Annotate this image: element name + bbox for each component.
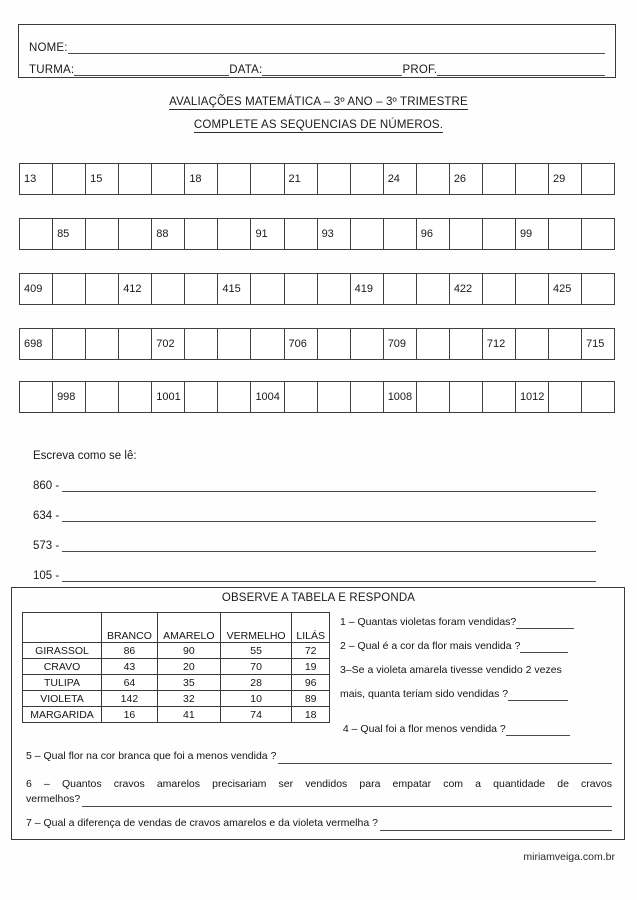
- sequence-blank-cell[interactable]: [582, 382, 614, 412]
- sequence-blank-cell[interactable]: [185, 382, 218, 412]
- sequence-blank-cell[interactable]: [53, 329, 86, 359]
- read-item-answer-rule[interactable]: [62, 509, 596, 522]
- sequence-blank-cell[interactable]: [351, 329, 384, 359]
- sequence-blank-cell[interactable]: [318, 164, 351, 194]
- sequence-blank-cell[interactable]: [86, 329, 119, 359]
- sequence-blank-cell[interactable]: [549, 329, 582, 359]
- table-question-2: [340, 639, 626, 653]
- sequence-blank-cell[interactable]: [318, 382, 351, 412]
- sequence-filled-cell: 1004: [251, 382, 284, 412]
- date-label: DATA:: [229, 64, 263, 76]
- table-cell: 86: [102, 643, 158, 659]
- read-item-number: 105 -: [33, 570, 60, 582]
- sequence-filled-cell: 1001: [152, 382, 185, 412]
- worksheet-title-text: AVALIAÇÕES MATEMÁTICA – 3º ANO – 3º TRIMESTRE: [169, 96, 468, 108]
- table-cell: 96: [292, 675, 330, 691]
- sequence-blank-cell[interactable]: [417, 164, 450, 194]
- read-item-answer-rule[interactable]: [62, 539, 596, 552]
- table-cell: 10: [220, 691, 292, 707]
- sequence-filled-cell: 26: [450, 164, 483, 194]
- sequence-row: [19, 273, 615, 305]
- sequence-filled-cell: 998: [53, 382, 86, 412]
- sequence-blank-cell[interactable]: [318, 274, 351, 304]
- table-question-4: [340, 722, 626, 736]
- table-cell: 55: [220, 643, 292, 659]
- sequence-filled-cell: 712: [483, 329, 516, 359]
- sequence-blank-cell[interactable]: [218, 219, 251, 249]
- sequence-blank-cell[interactable]: [384, 219, 417, 249]
- sequence-filled-cell: 706: [285, 329, 318, 359]
- sequence-blank-cell[interactable]: [285, 274, 318, 304]
- table-row-header: MARGARIDA: [23, 707, 102, 723]
- worksheet-subtitle-text: COMPLETE AS SEQUENCIAS DE NÚMEROS.: [193, 119, 444, 131]
- read-section-heading: Escreva como se lê:: [33, 450, 137, 462]
- sequence-blank-cell[interactable]: [549, 219, 582, 249]
- read-item-answer-rule[interactable]: [62, 569, 596, 582]
- sequence-blank-cell[interactable]: [417, 329, 450, 359]
- read-item-number: 634 -: [33, 510, 60, 522]
- sequence-row: [19, 328, 615, 360]
- sequence-blank-cell[interactable]: [53, 274, 86, 304]
- sequence-blank-cell[interactable]: [53, 164, 86, 194]
- sequence-filled-cell: 419: [351, 274, 384, 304]
- table-cell: 142: [102, 691, 158, 707]
- flower-table-body: [23, 643, 330, 723]
- sequence-row: [19, 218, 615, 250]
- sequence-filled-cell: 409: [20, 274, 53, 304]
- sequence-blank-cell[interactable]: [483, 274, 516, 304]
- sequence-blank-cell[interactable]: [582, 219, 614, 249]
- table-question-6: [26, 777, 612, 807]
- answer-blank[interactable]: [520, 641, 568, 653]
- question-text: 6 – Quantos cravos amarelos precisariam ser vendidos para empatar com a quantidade de cravos: [26, 778, 612, 790]
- name-input-rule[interactable]: [68, 41, 605, 54]
- worksheet-title: [0, 96, 637, 108]
- table-question-3-line1: [340, 663, 626, 677]
- sequence-blank-cell[interactable]: [483, 219, 516, 249]
- sequence-filled-cell: 99: [516, 219, 549, 249]
- sequence-blank-cell[interactable]: [516, 274, 549, 304]
- sequence-filled-cell: 91: [251, 219, 284, 249]
- date-input-rule[interactable]: [262, 63, 402, 76]
- read-item: [33, 569, 596, 582]
- sequence-filled-cell: 15: [86, 164, 119, 194]
- sequence-blank-cell[interactable]: [119, 219, 152, 249]
- read-item: [33, 539, 596, 552]
- table-cell: 32: [157, 691, 220, 707]
- sequence-filled-cell: 21: [285, 164, 318, 194]
- table-row-header: CRAVO: [23, 659, 102, 675]
- sequence-blank-cell[interactable]: [218, 329, 251, 359]
- table-header-row: [23, 613, 330, 643]
- sequence-filled-cell: 698: [20, 329, 53, 359]
- sequence-blank-cell[interactable]: [185, 219, 218, 249]
- sequence-blank-cell[interactable]: [251, 274, 284, 304]
- class-input-rule[interactable]: [74, 63, 229, 76]
- sequence-blank-cell[interactable]: [417, 274, 450, 304]
- table-cell: 35: [157, 675, 220, 691]
- sequence-blank-cell[interactable]: [450, 382, 483, 412]
- teacher-input-rule[interactable]: [437, 63, 605, 76]
- table-cell: 43: [102, 659, 158, 675]
- sequence-blank-cell[interactable]: [185, 329, 218, 359]
- sequence-blank-cell[interactable]: [516, 329, 549, 359]
- sequence-blank-cell[interactable]: [218, 164, 251, 194]
- sequence-filled-cell: 85: [53, 219, 86, 249]
- sequence-blank-cell[interactable]: [152, 274, 185, 304]
- sequence-blank-cell[interactable]: [351, 219, 384, 249]
- sequence-blank-cell[interactable]: [152, 164, 185, 194]
- table-cell: 20: [157, 659, 220, 675]
- table-row: [23, 707, 330, 723]
- table-question-5: [26, 749, 612, 764]
- sequence-blank-cell[interactable]: [351, 164, 384, 194]
- table-column-header: VERMELHO: [220, 613, 292, 643]
- sequence-filled-cell: 425: [549, 274, 582, 304]
- sequence-blank-cell[interactable]: [119, 164, 152, 194]
- question-text: 3–Se a violeta amarela tivesse vendido 2 vezes: [340, 664, 562, 676]
- name-row: [29, 32, 605, 54]
- table-column-header: AMARELO: [157, 613, 220, 643]
- sequence-blank-cell[interactable]: [119, 329, 152, 359]
- sequence-filled-cell: 412: [119, 274, 152, 304]
- table-cell: 64: [102, 675, 158, 691]
- sequence-filled-cell: 13: [20, 164, 53, 194]
- table-row-header: VIOLETA: [23, 691, 102, 707]
- question-text: 2 – Qual é a cor da flor mais vendida ?: [340, 640, 521, 652]
- question-text: 5 – Qual flor na cor branca que foi a menos vendida ?: [26, 750, 277, 762]
- sequence-filled-cell: 715: [586, 338, 605, 350]
- answer-blank[interactable]: [82, 795, 612, 807]
- sequence-blank-cell[interactable]: [351, 382, 384, 412]
- read-item-answer-rule[interactable]: [62, 479, 596, 492]
- table-cell: 89: [292, 691, 330, 707]
- table-row: [23, 691, 330, 707]
- table-row: [23, 659, 330, 675]
- sequence-blank-cell[interactable]: [218, 382, 251, 412]
- sequence-blank-cell[interactable]: [417, 382, 450, 412]
- sequence-blank-cell[interactable]: [450, 329, 483, 359]
- sequence-filled-cell: 1008: [384, 382, 417, 412]
- table-corner-cell: [23, 613, 102, 643]
- worksheet-subtitle: [0, 119, 637, 131]
- read-item-number: 573 -: [33, 540, 60, 552]
- table-cell: 41: [157, 707, 220, 723]
- flower-sales-table: [22, 612, 330, 723]
- sequence-filled-cell: 415: [218, 274, 251, 304]
- table-question-7: [26, 816, 612, 831]
- sequence-blank-cell[interactable]: [251, 164, 284, 194]
- sequence-blank-cell[interactable]: [20, 219, 53, 249]
- sequence-blank-cell[interactable]: [582, 164, 614, 194]
- read-item-number: 860 -: [33, 480, 60, 492]
- table-row: [23, 643, 330, 659]
- sequence-row: [19, 381, 615, 413]
- answer-blank[interactable]: [508, 689, 568, 701]
- table-cell: 16: [102, 707, 158, 723]
- answer-blank[interactable]: [380, 819, 612, 831]
- table-cell: 90: [157, 643, 220, 659]
- sequence-filled-cell: 1012: [516, 382, 549, 412]
- sequence-blank-cell[interactable]: [450, 219, 483, 249]
- table-row-header: TULIPA: [23, 675, 102, 691]
- table-column-header: LILÁS: [292, 613, 330, 643]
- sequence-blank-cell[interactable]: [20, 382, 53, 412]
- read-item: [33, 509, 596, 522]
- table-cell: 28: [220, 675, 292, 691]
- sequence-filled-cell: 702: [152, 329, 185, 359]
- table-cell: 74: [220, 707, 292, 723]
- sequence-blank-cell[interactable]: [285, 382, 318, 412]
- sequence-blank-cell[interactable]: [318, 329, 351, 359]
- sequence-filled-cell: 709: [384, 329, 417, 359]
- student-identity-box: [18, 24, 616, 78]
- sequence-row: [19, 163, 615, 195]
- sequence-blank-cell[interactable]: [549, 382, 582, 412]
- sequence-blank-cell[interactable]: [516, 164, 549, 194]
- question-text-cont: vermelhos?: [26, 793, 81, 805]
- class-label: TURMA:: [29, 64, 75, 76]
- table-section-title: OBSERVE A TABELA E RESPONDA: [221, 592, 416, 604]
- question-text: mais, quanta teriam sido vendidas ?: [340, 688, 509, 700]
- name-label: NOME:: [29, 42, 68, 54]
- question-text: 7 – Qual a diferença de vendas de cravos amarelos e da violeta vermelha ?: [26, 817, 378, 829]
- flower-table-head: [23, 613, 330, 643]
- sequence-blank-cell[interactable]: [483, 382, 516, 412]
- answer-blank[interactable]: [506, 724, 570, 736]
- table-cell: 19: [292, 659, 330, 675]
- sequence-filled-cell: 93: [318, 219, 351, 249]
- question-text: 4 – Qual foi a flor menos vendida ?: [340, 723, 506, 735]
- table-cell: 70: [220, 659, 292, 675]
- table-column-header: BRANCO: [102, 613, 158, 643]
- teacher-label: PROF.: [402, 64, 438, 76]
- table-cell: 18: [292, 707, 330, 723]
- sequence-blank-cell[interactable]: [251, 329, 284, 359]
- table-question-3-line2: [340, 687, 626, 701]
- sequence-blank-cell[interactable]: [285, 219, 318, 249]
- class-date-teacher-row: [29, 54, 605, 76]
- sequence-blank-cell[interactable]: [119, 382, 152, 412]
- sequence-blank-cell[interactable]: [86, 274, 119, 304]
- sequence-blank-cell[interactable]: [483, 164, 516, 194]
- sequence-filled-cell: 96: [417, 219, 450, 249]
- read-item: [33, 479, 596, 492]
- table-question-1: [340, 615, 626, 629]
- table-row: [23, 675, 330, 691]
- sequence-filled-cell: 88: [152, 219, 185, 249]
- footer-credit: miriamveiga.com.br: [523, 851, 615, 863]
- sequence-blank-cell[interactable]: [582, 274, 614, 304]
- table-cell: 72: [292, 643, 330, 659]
- answer-blank[interactable]: [516, 617, 574, 629]
- sequence-filled-cell: 18: [185, 164, 218, 194]
- sequence-blank-cell[interactable]: [384, 274, 417, 304]
- sequence-blank-cell[interactable]: [185, 274, 218, 304]
- question-text: 1 – Quantas violetas foram vendidas?: [340, 616, 517, 628]
- sequence-blank-cell[interactable]: [86, 382, 119, 412]
- sequence-filled-cell: 29: [549, 164, 582, 194]
- sequence-filled-cell: 24: [384, 164, 417, 194]
- sequence-blank-cell[interactable]: [86, 219, 119, 249]
- sequence-filled-cell: 422: [450, 274, 483, 304]
- table-row-header: GIRASSOL: [23, 643, 102, 659]
- answer-blank[interactable]: [278, 752, 612, 764]
